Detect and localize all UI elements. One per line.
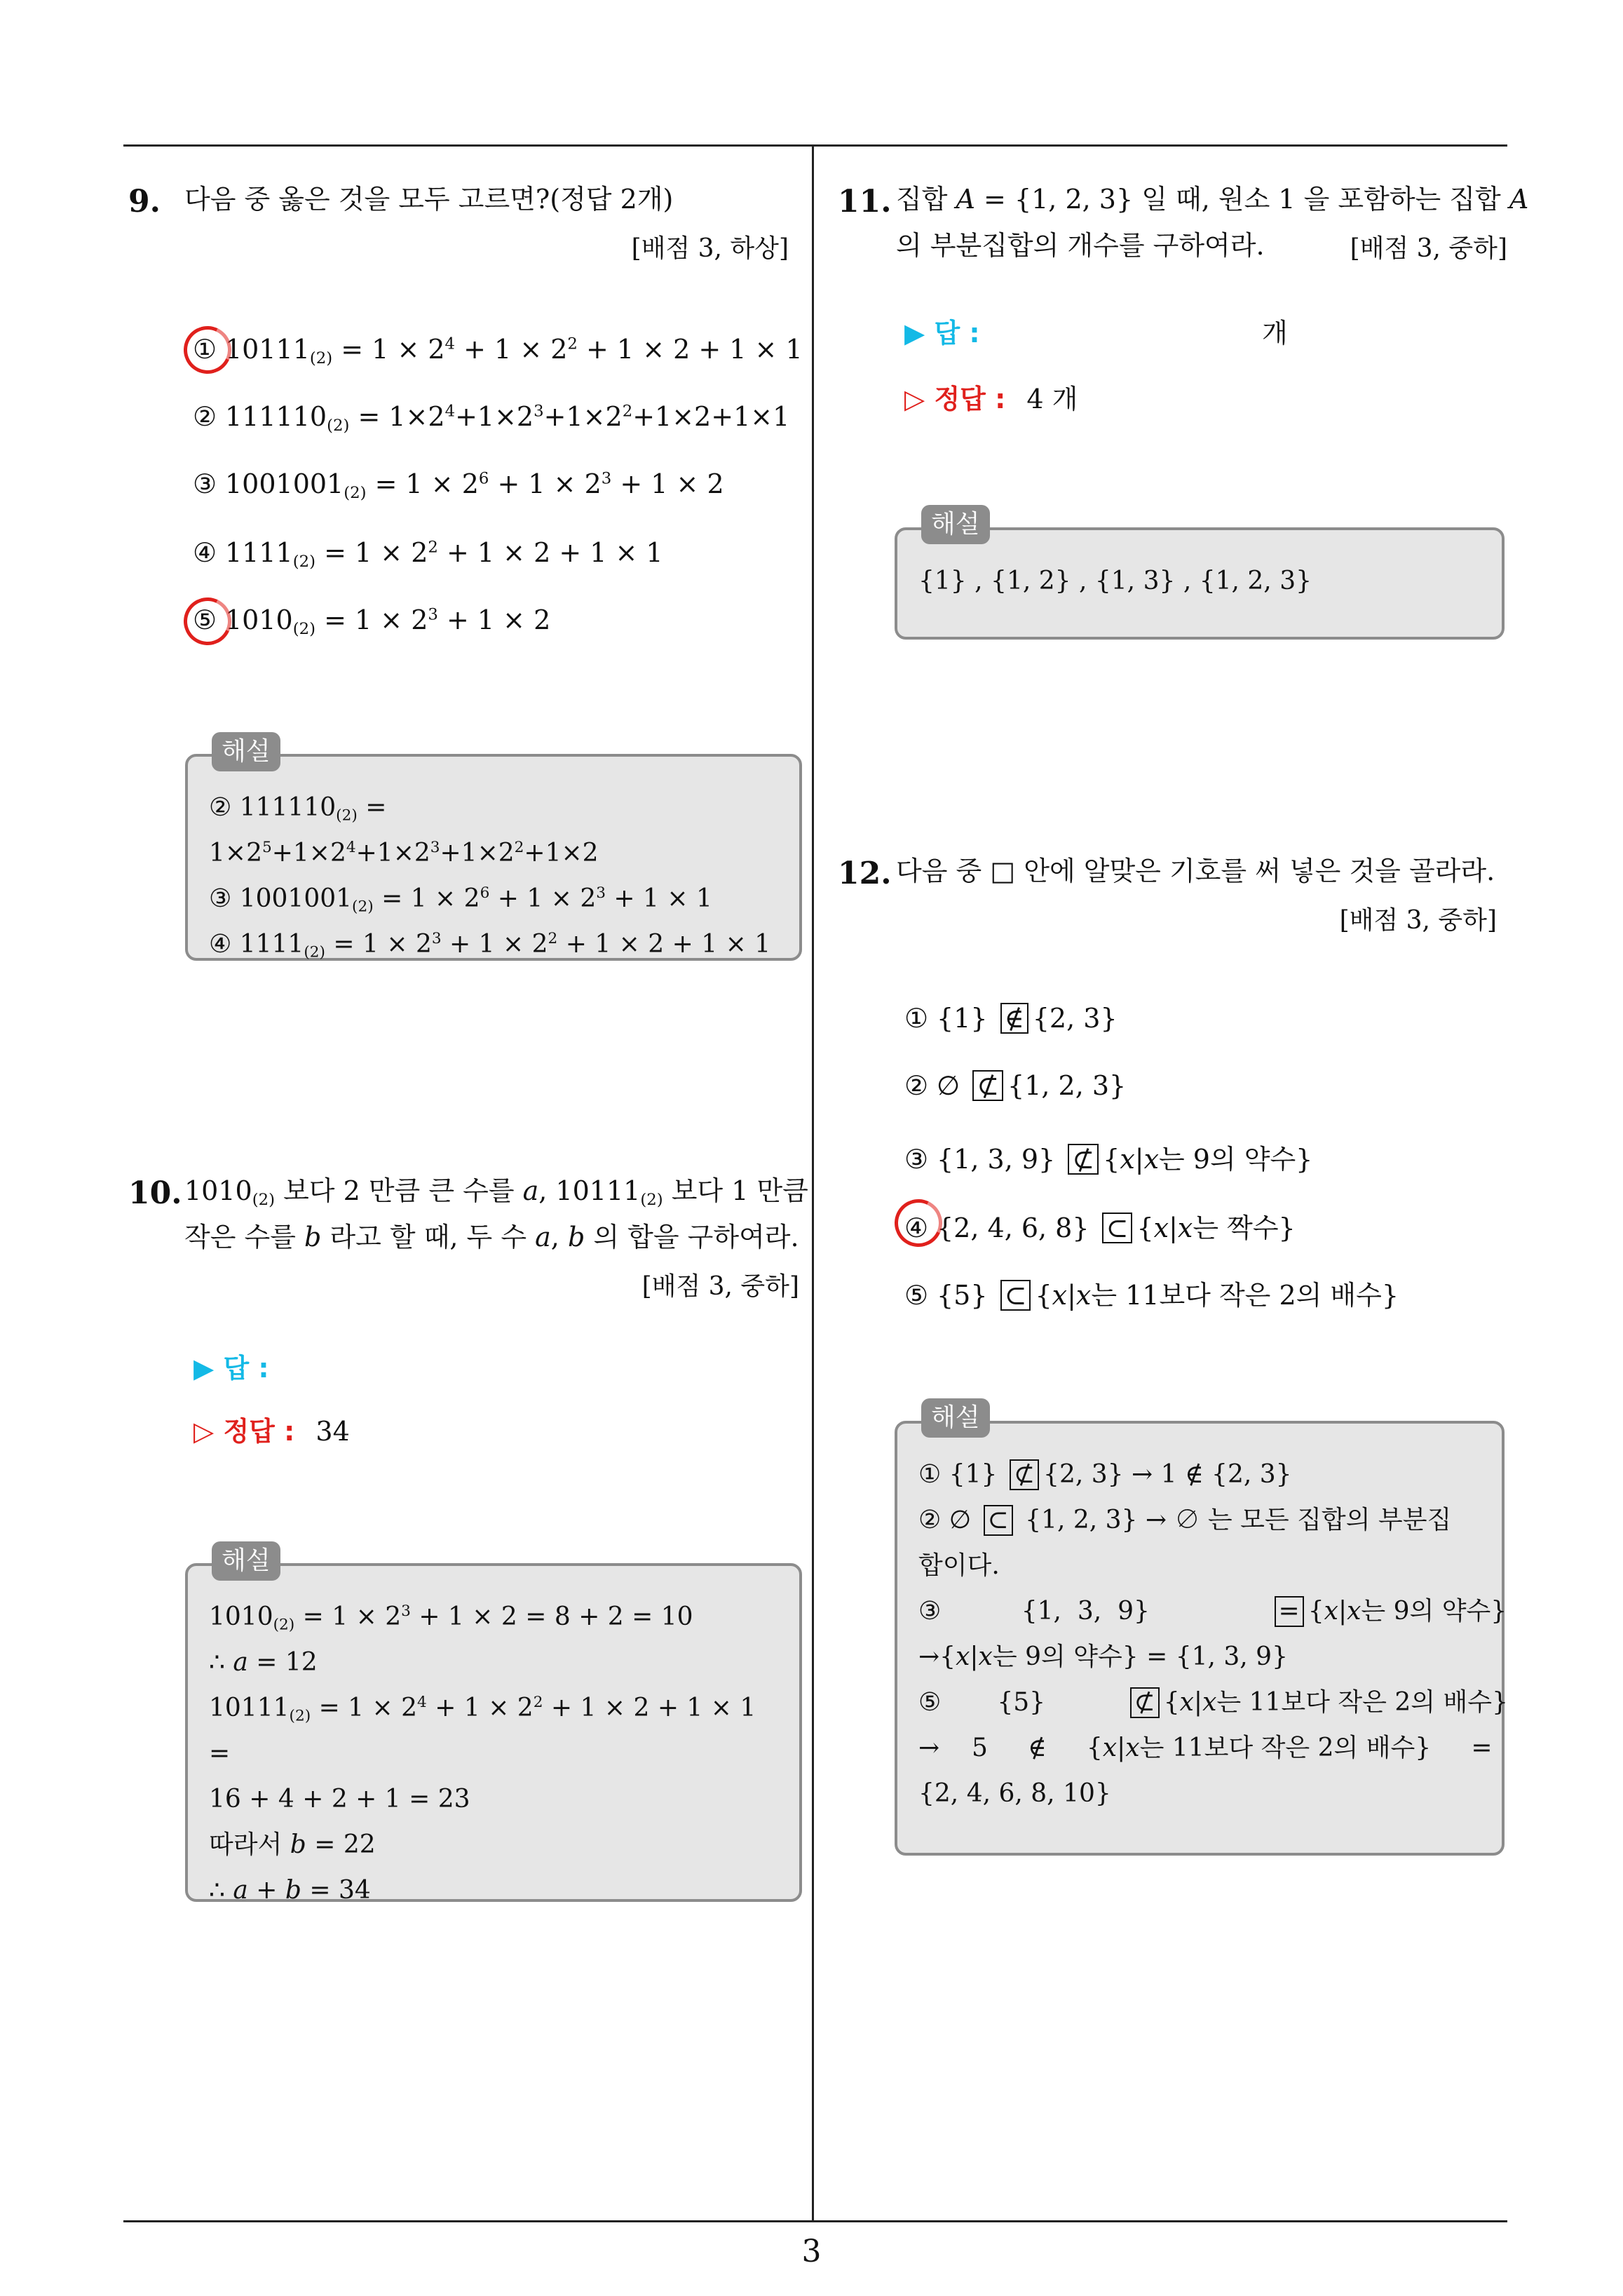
q12-choice-5[interactable]: ⑤ {5} ⊂ {x|x는 11보다 작은 2의 배수} [904, 1280, 1399, 1311]
q9-meta: [배점 3, 하상] [631, 234, 789, 263]
bottom-rule [123, 2220, 1507, 2222]
q11-text-line1: 집합 A = {1, 2, 3} 일 때, 원소 1 을 포함하는 집합 A [896, 184, 1529, 215]
q9-text: 다음 중 옳은 것을 모두 고르면?(정답 2개) [184, 184, 674, 215]
q9-sol-line: ④ $1111_{(2)} = 1 \times 2^3 + 1 \times 2^2 + 1 \times 2 + 1 \times 1$ [209, 930, 771, 961]
q12-text: 다음 중 □ 안에 알맞은 기호를 써 넣은 것을 골라라. [896, 856, 1495, 886]
q9-choice-1[interactable]: ① $10111_{(2)} = 1 \times 2^4 + 1 \times 2^2 + 1 \times 2 + 1 \times 1$ [193, 334, 803, 367]
q11-sol-line: {1} , {1, 2} , {1, 3} , {1, 2, 3} [918, 567, 1312, 595]
q12-sol-line: ③ {1, 3, 9} = {x|x는 9의 약수} [918, 1597, 1507, 1626]
q9-choice-3[interactable]: ③ $1001001_{(2)} = 1 \times 2^6 + 1 \times 2^3 + 1 \times 2$ [193, 468, 724, 502]
q9-sol-line: ② $111110_{(2)} = 1\times 2^5+1\times 2^4+1\times 2^3+1\times 2^2+1\times 2$ [209, 793, 599, 867]
q10-sol-line: 따라서 b = 22 [209, 1830, 376, 1859]
q12-sol-line: →{x|x는 9의 약수} = {1, 3, 9} [918, 1642, 1288, 1671]
q9-choice-4[interactable]: ④ $1111_{(2)} = 1 \times 2^2 + 1 \times 2 + 1 \times 1$ [193, 537, 663, 571]
q11-correct-value: 4 개 [1026, 384, 1078, 414]
q9-answer-mark-1 [177, 319, 238, 380]
q10-sol-line: ∴ a = 12 [209, 1648, 318, 1677]
q12-choice-1[interactable]: ① {1} ∉ {2, 3} [904, 1003, 1118, 1034]
q11-answer-row[interactable] [904, 311, 980, 350]
q12-number: 12. [838, 856, 892, 891]
q11-solution-box [895, 527, 1505, 640]
q10-answer-label: ▶ 답 : [193, 1353, 269, 1384]
page-number: 3 [801, 2234, 822, 2269]
q10-sol-line: $10111_{(2)} = 1 \times 2^4 + 1 \times 2^2 + 1 \times 2 + 1 \times 1$ = [209, 1694, 756, 1768]
q11-text-line2: 의 부분집합의 개수를 구하여라. [896, 230, 1265, 261]
q12-sol-line: 합이다. [918, 1551, 1000, 1580]
q10-meta: [배점 3, 중하] [641, 1272, 799, 1301]
q12-choice-4[interactable]: ④ {2, 4, 6, 8} ⊂ {x|x는 짝수} [904, 1213, 1296, 1243]
q11-correct-row [904, 377, 1078, 416]
q10-number: 10. [128, 1175, 182, 1211]
q10-correct-value: 34 [315, 1416, 350, 1447]
q10-solution-box [185, 1563, 802, 1905]
q10-correct-label: ▷ 정답 : [193, 1416, 295, 1447]
q10-correct-row [193, 1410, 350, 1448]
q11-number: 11. [838, 184, 892, 220]
q11-correct-label: ▷ 정답 : [904, 384, 1006, 414]
q10-sol-line: $1010_{(2)} = 1 \times 2^3 + 1 \times 2 = 8 + 2 = 10$ [209, 1602, 693, 1634]
q9-choice-5[interactable]: ⑤ $1010_{(2)} = 1 \times 2^3 + 1 \times 2$ [193, 605, 551, 638]
q11-solution-tab: 해설 [921, 505, 990, 544]
q10-solution-tab: 해설 [212, 1541, 280, 1581]
q12-solution-box [895, 1421, 1508, 1856]
q10-text-line1: $1010_{(2)}$ 보다 2 만큼 큰 수를 a, $10111_{(2)}$ 보다 1 만큼 [184, 1175, 808, 1209]
q12-sol-line: ⑤ {5} ⊄ {x|x는 11보다 작은 2의 배수} [918, 1688, 1508, 1717]
top-rule [123, 144, 1507, 147]
q9-solution-tab: 해설 [212, 732, 280, 771]
q12-sol-line: ② ∅ ⊂ {1, 2, 3} → ∅ 는 모든 집합의 부분집 [918, 1506, 1452, 1534]
q12-choice-2[interactable]: ② ∅ ⊄ {1, 2, 3} [904, 1070, 1127, 1101]
q12-meta: [배점 3, 중하] [1339, 906, 1497, 935]
q10-text-line2: 작은 수를 b 라고 할 때, 두 수 a, b 의 합을 구하여라. [184, 1222, 799, 1252]
q11-answer-unit: 개 [1262, 318, 1288, 349]
q9-choice-2[interactable]: ② $111110_{(2)} = 1\times 2^4+1\times 2^3+1\times 2^2+1\times 2+1\times 1$ [193, 401, 790, 435]
q12-sol-line: → 5 ∉ {x|x는 11보다 작은 2의 배수} = [918, 1734, 1493, 1762]
q10-answer-row[interactable] [193, 1346, 269, 1385]
q9-number: 9. [128, 184, 161, 220]
q11-answer-label: ▶ 답 : [904, 318, 980, 349]
q10-sol-line: ∴ a + b = 34 [209, 1876, 371, 1905]
q12-solution-tab: 해설 [921, 1398, 990, 1438]
column-divider [812, 144, 814, 2220]
q9-solution-box [185, 754, 802, 961]
q10-sol-line: 16 + 4 + 2 + 1 = 23 [209, 1785, 470, 1814]
q11-meta: [배점 3, 중하] [1350, 234, 1507, 263]
q9-sol-line: ③ $1001001_{(2)} = 1 \times 2^6 + 1 \times 2^3 + 1 \times 1$ [209, 884, 712, 916]
q12-sol-line: ① {1} ⊄ {2, 3} → 1 ∉ {2, 3} [918, 1460, 1292, 1489]
q9-answer-mark-5 [177, 590, 238, 651]
q12-choice-3[interactable]: ③ {1, 3, 9} ⊄ {x|x는 9의 약수} [904, 1144, 1313, 1175]
q12-sol-line: {2, 4, 6, 8, 10} [918, 1779, 1111, 1808]
